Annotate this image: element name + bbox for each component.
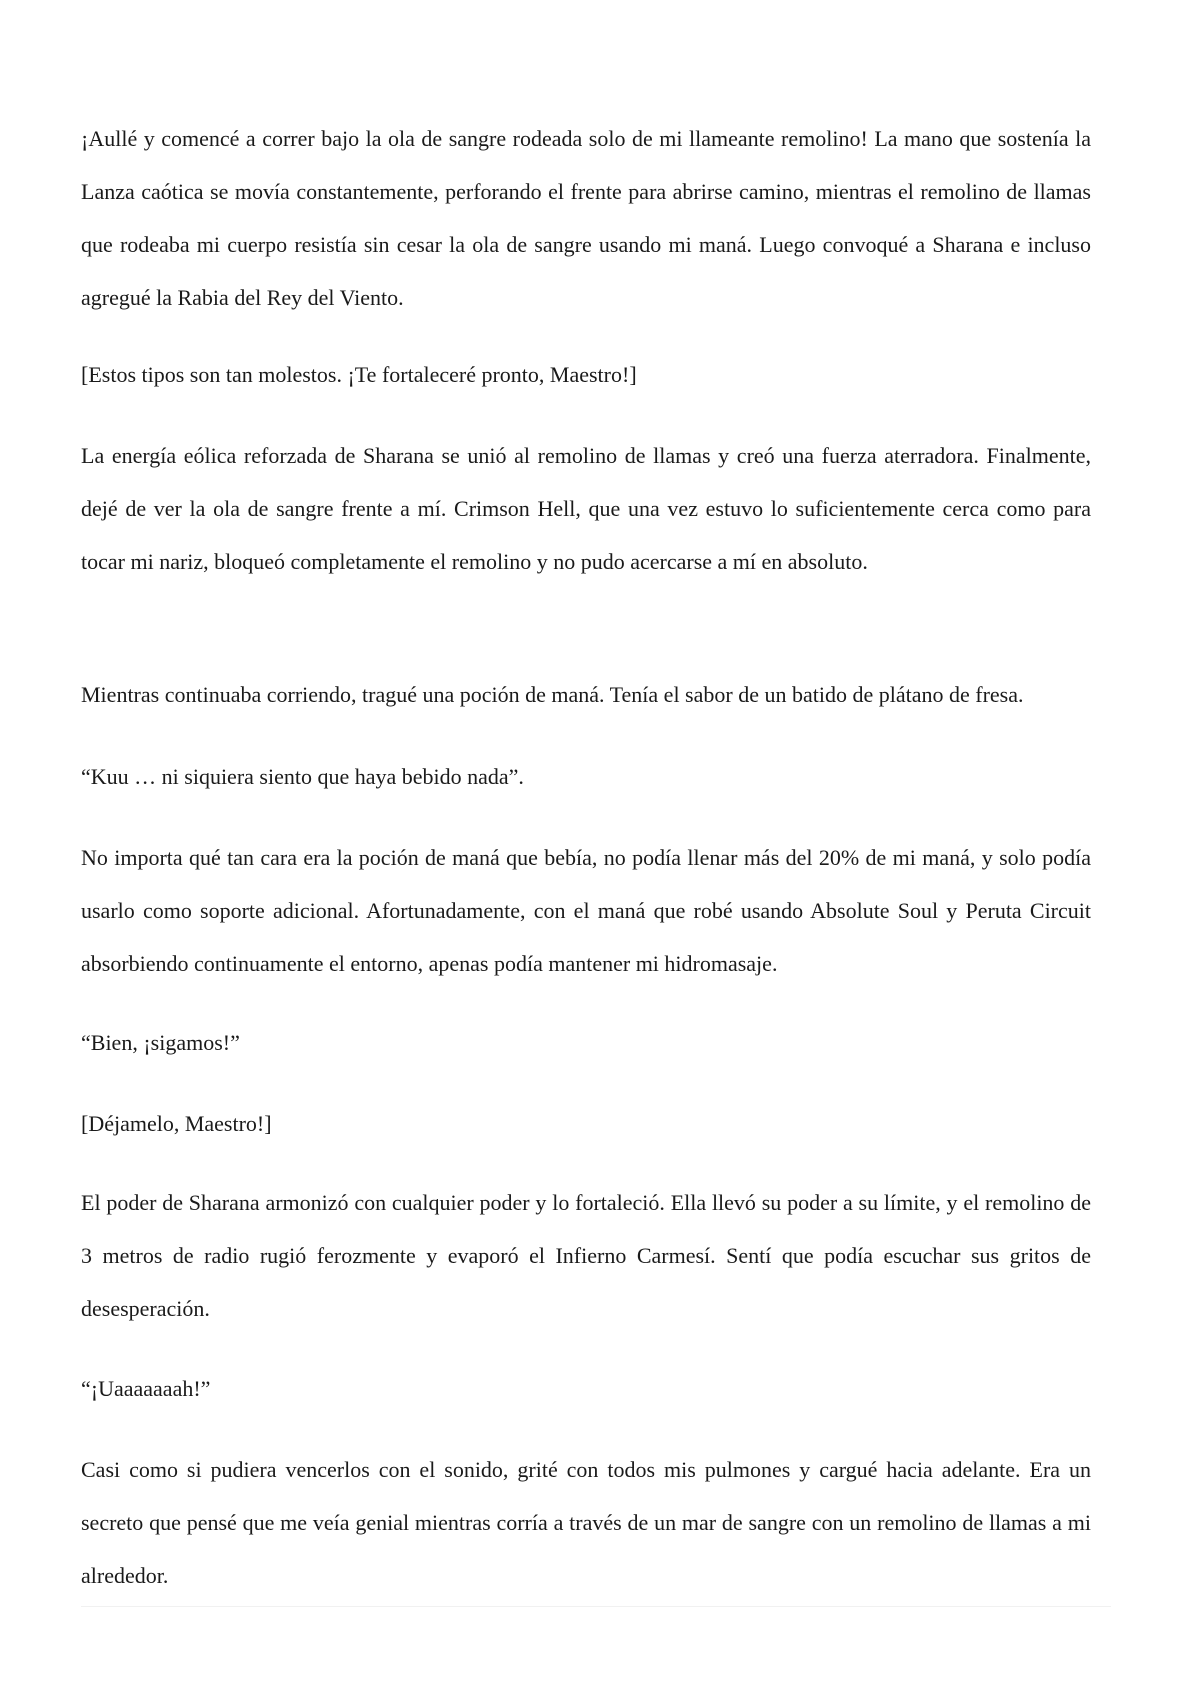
paragraph-10: “¡Uaaaaaaah!” <box>81 1376 211 1401</box>
paragraph-3: La energía eólica reforzada de Sharana se unió al remolino de llamas y creó una fuerza aterradora. Finalmente, dejé de ver la ola de sangre frente a mí. Crimson Hell, que una vez estuvo lo suficientemente cerca como para tocar mi nariz, bloqueó completamente el remolino y no pudo acercarse a mí en absoluto. <box>81 443 1091 574</box>
paragraph-7: “Bien, ¡sigamos!” <box>81 1030 240 1055</box>
paragraph-9: El poder de Sharana armonizó con cualquier poder y lo fortaleció. Ella llevó su poder a su límite, y el remolino de 3 metros de radio rugió ferozmente y evaporó el Infierno Carmesí. Sentí que podía escuchar sus gritos de desesperación. <box>81 1190 1091 1321</box>
paragraph-5: “Kuu … ni siquiera siento que haya bebido nada”. <box>81 764 524 789</box>
paragraph-1: ¡Aullé y comencé a correr bajo la ola de sangre rodeada solo de mi llameante remolino! La mano que sostenía la Lanza caótica se movía constantemente, perforando el frente para abrirse camino, mientras el remolino de llamas que rodeaba mi cuerpo resistía sin cesar la ola de sangre usando mi maná. Luego convoqué a Sharana e incluso agregué la Rabia del Rey del Viento. <box>81 126 1091 310</box>
paragraph-6: No importa qué tan cara era la poción de maná que bebía, no podía llenar más del 20% de mi maná, y solo podía usarlo como soporte adicional. Afortunadamente, con el maná que robé usando Absolute Soul y Peruta Circuit absorbiendo continuamente el entorno, apenas podía mantener mi hidromasaje. <box>81 845 1091 976</box>
bottom-divider <box>81 1606 1111 1607</box>
paragraph-4: Mientras continuaba corriendo, tragué una poción de maná. Tenía el sabor de un batido de plátano de fresa. <box>81 682 1024 707</box>
paragraph-2: [Estos tipos son tan molestos. ¡Te fortaleceré pronto, Maestro!] <box>81 362 637 387</box>
paragraph-11: Casi como si pudiera vencerlos con el sonido, grité con todos mis pulmones y cargué hacia adelante. Era un secreto que pensé que me veía genial mientras corría a través de un mar de sangre con un remolino de llamas a mi alrededor. <box>81 1457 1091 1588</box>
paragraph-8: [Déjamelo, Maestro!] <box>81 1111 272 1136</box>
